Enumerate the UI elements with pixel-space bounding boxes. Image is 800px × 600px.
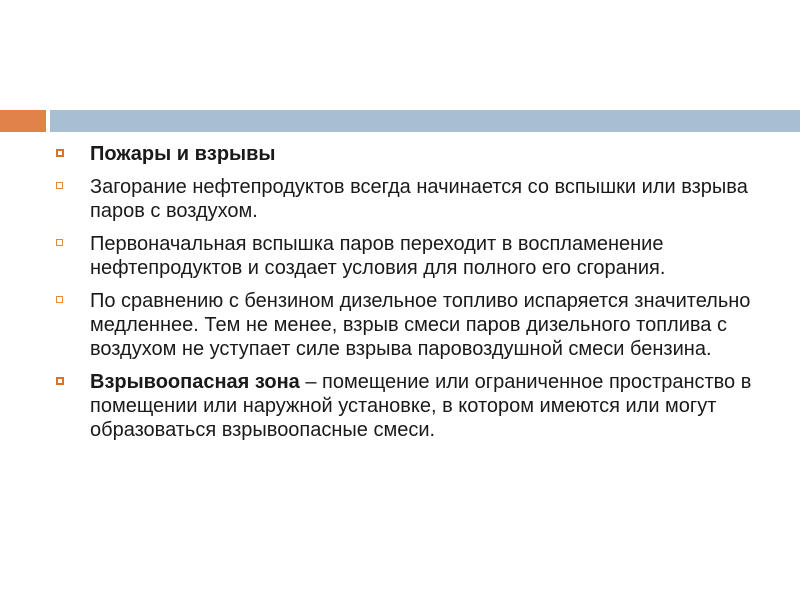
bullet-item-flash bbox=[56, 232, 756, 280]
bullet-item-explosive-zone bbox=[56, 370, 756, 442]
bullet-item-diesel bbox=[56, 289, 756, 361]
accent-bar bbox=[0, 110, 46, 132]
bullet-square-icon bbox=[56, 232, 90, 246]
bullet-text: Пожары и взрывы bbox=[90, 143, 276, 165]
slide-content bbox=[56, 142, 756, 451]
bullet-square-icon bbox=[56, 142, 90, 157]
bullet-text: По сравнению с бензином дизельное топливо испаряется значительно медленнее. Тем не менее, взрыв смеси паров дизельного топлива с воздухом не уступает силе взрыва паровоздушной смеси бензина. bbox=[90, 290, 751, 360]
title-bar bbox=[50, 110, 800, 132]
bullet-text: Загорание нефтепродуктов всегда начинается со вспышки или взрыва паров с воздухом. bbox=[90, 176, 748, 222]
bullet-square-icon bbox=[56, 175, 90, 189]
bullet-item-fires bbox=[56, 142, 756, 166]
bullet-text: Взрывоопасная зона – помещение или ограниченное пространство в помещении или наружной установке, в котором имеются или могут образоваться взрывоопасные смеси. bbox=[90, 371, 752, 441]
bullet-item-ignition bbox=[56, 175, 756, 223]
bullet-text: Первоначальная вспышка паров переходит в воспламенение нефтепродуктов и создает условия для полного его сгорания. bbox=[90, 233, 666, 279]
bullet-square-icon bbox=[56, 370, 90, 385]
bullet-square-icon bbox=[56, 289, 90, 303]
